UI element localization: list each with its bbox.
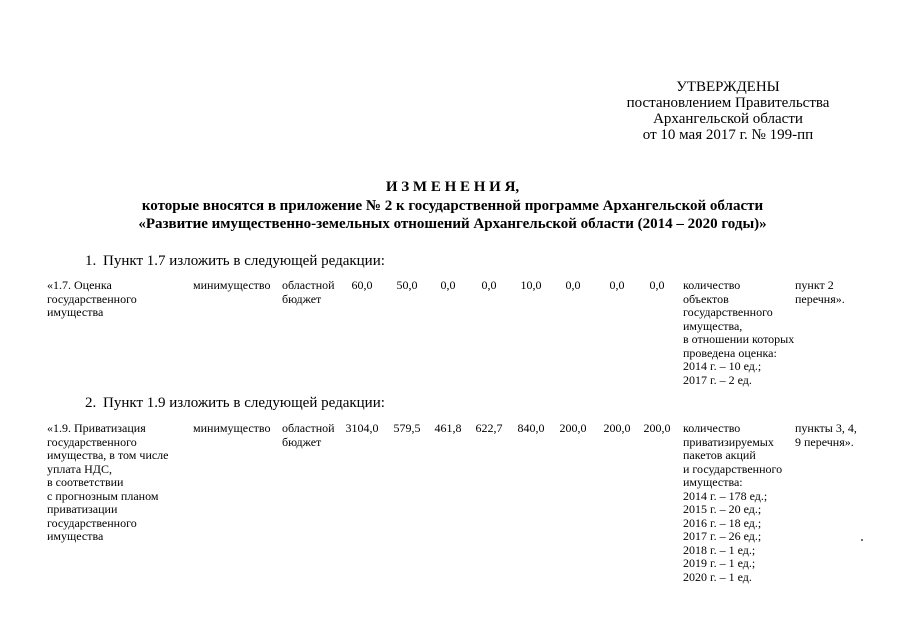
row-indicator-line: имущества, — [683, 318, 743, 333]
section-number: 1. — [85, 253, 97, 269]
row-indicator-line: 2015 г. – 20 ед.; — [683, 502, 762, 516]
row-value-total: 60,0 — [351, 278, 373, 292]
row-executor: минимущество — [193, 421, 271, 435]
row-name-line: с прогнозным планом — [47, 488, 159, 503]
row-value-year: 200,0 — [559, 421, 587, 435]
approval-line-decree: постановлением Правительства — [626, 95, 830, 111]
section-text: Пункт 1.7 изложить в следующей редакции: — [103, 253, 385, 269]
row-indicator-line: количество — [683, 278, 741, 292]
row-source-cell — [282, 279, 340, 306]
row-name-line: в соответствии — [47, 475, 124, 489]
row-name-line: уплата НДС, — [47, 461, 112, 476]
heading-subtitle-line-2: «Развитие имущественно-земельных отношений Архангельской области (2014 – 2020 годы)» — [138, 216, 767, 232]
row-value-year: 10,0 — [520, 278, 542, 292]
row-name-line: имущества, в том числе — [47, 448, 169, 462]
row-name-cell — [47, 279, 187, 320]
approval-title: УТВЕРЖДЕНЫ — [676, 79, 780, 95]
row-name-line: имущества — [47, 305, 104, 319]
row-indicator-line: объектов — [683, 291, 729, 306]
row-indicator-line: проведена оценка: — [683, 345, 777, 360]
row-value-year: 0,0 — [609, 278, 625, 292]
row-source-line: областной — [282, 278, 335, 292]
row-reference-cell — [795, 422, 885, 449]
row-indicator-line: 2014 г. – 10 ед.; — [683, 359, 762, 373]
row-indicator-line: приватизируемых — [683, 434, 774, 449]
row-name-line: государственного — [47, 515, 137, 530]
row-indicator-line: 2018 г. – 1 ед.; — [683, 542, 756, 557]
row-reference-line: 9 перечня». — [795, 434, 854, 449]
row-name-line: государственного — [47, 291, 137, 306]
section-1-instruction — [0, 252, 905, 270]
row-name-line: имущества — [47, 529, 104, 543]
section-number: 2. — [85, 395, 97, 411]
row-value-year: 50,0 — [396, 278, 418, 292]
row-value-year: 0,0 — [440, 278, 456, 292]
row-name-line: государственного — [47, 434, 137, 449]
row-reference-line: пункты 3, 4, — [795, 421, 857, 435]
heading-title: И З М Е Н Е Н И Я, — [385, 179, 520, 195]
row-value-total: 3104,0 — [345, 421, 379, 435]
row-reference-cell — [795, 279, 885, 306]
row-indicator-cell — [683, 279, 793, 387]
row-source-line: областной — [282, 421, 335, 435]
row-indicator-cell — [683, 422, 793, 584]
row-name-line: «1.9. Приватизация — [47, 421, 146, 435]
row-executor-cell — [193, 279, 278, 293]
row-value-year: 0,0 — [649, 278, 665, 292]
row-indicator-line: 2016 г. – 18 ед.; — [683, 515, 762, 530]
row-value-year: 461,8 — [434, 421, 462, 435]
row-indicator-line: 2014 г. – 178 ед.; — [683, 488, 768, 503]
document-heading — [0, 178, 905, 234]
row-indicator-line: пакетов акций — [683, 448, 756, 462]
row-indicator-line: в отношении которых — [683, 332, 795, 346]
row-value-year: 840,0 — [517, 421, 545, 435]
row-indicator-line: 2019 г. – 1 ед.; — [683, 556, 756, 570]
row-value-year: 0,0 — [481, 278, 497, 292]
row-indicator-line: количество — [683, 421, 741, 435]
stray-mark — [861, 539, 863, 541]
row-indicator-line: 2017 г. – 2 ед. — [683, 372, 752, 387]
approval-block — [600, 79, 856, 143]
row-value-year: 200,0 — [603, 421, 631, 435]
row-executor-cell — [193, 422, 278, 436]
approval-line-region: Архангельской области — [653, 111, 803, 127]
row-value-year: 579,5 — [393, 421, 421, 435]
section-text: Пункт 1.9 изложить в следующей редакции: — [103, 395, 385, 411]
row-source-line: бюджет — [282, 291, 322, 306]
row-indicator-line: 2020 г. – 1 ед. — [683, 569, 752, 584]
row-indicator-line: 2017 г. – 26 ед.; — [683, 529, 762, 543]
approval-line-date: от 10 мая 2017 г. № 199-пп — [642, 127, 814, 143]
row-indicator-line: государственного — [683, 305, 773, 319]
row-name-line: «1.7. Оценка — [47, 278, 112, 292]
row-value-year: 0,0 — [565, 278, 581, 292]
row-reference-line: пункт 2 — [795, 278, 834, 292]
row-indicator-line: и государственного — [683, 461, 783, 476]
row-executor: минимущество — [193, 278, 271, 292]
row-value-year: 622,7 — [475, 421, 503, 435]
section-2-instruction — [0, 394, 905, 412]
row-indicator-line: имущества: — [683, 475, 743, 489]
row-name-cell — [47, 422, 187, 544]
row-value-year: 200,0 — [643, 421, 671, 435]
row-reference-line: перечня». — [795, 291, 845, 306]
row-source-line: бюджет — [282, 434, 322, 449]
heading-subtitle-line-1: которые вносятся в приложение № 2 к государственной программе Архангельской области — [141, 197, 764, 214]
row-name-line: приватизации — [47, 502, 118, 516]
row-source-cell — [282, 422, 340, 449]
